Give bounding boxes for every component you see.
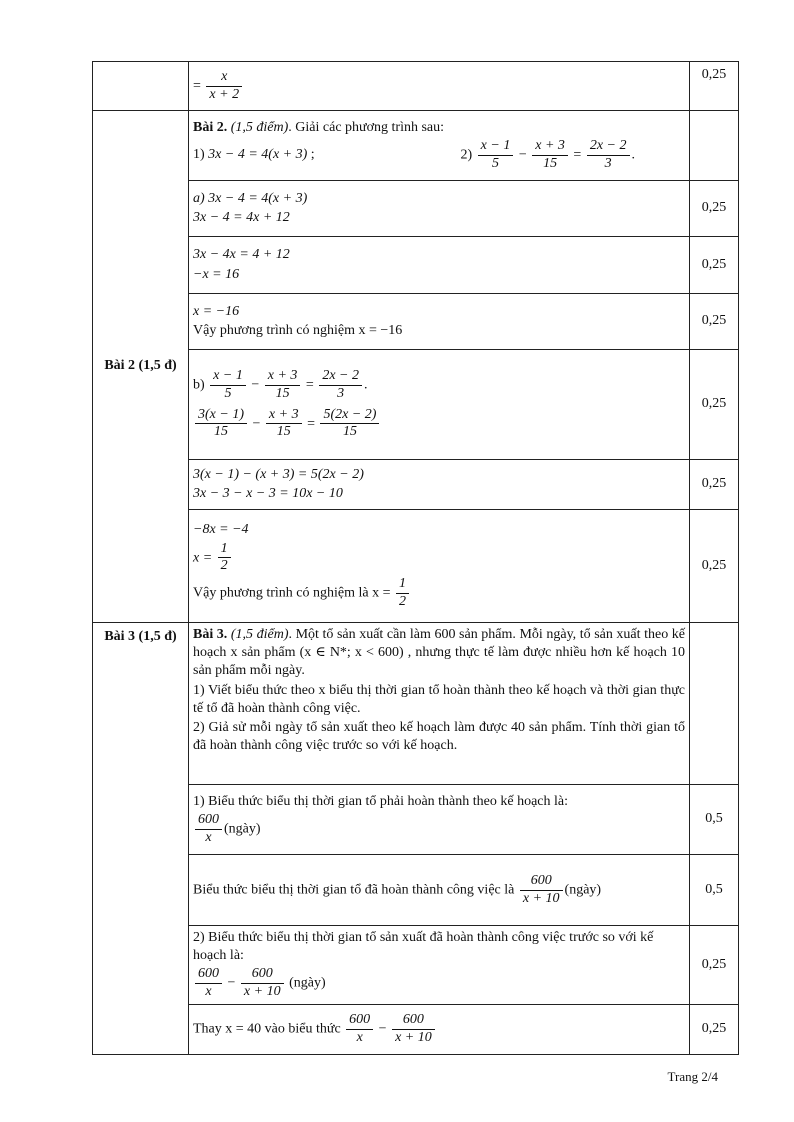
fraction: $\frac{2x - 2}{3}$: [319, 368, 362, 403]
fraction: $\frac{x + 3}{15}$: [266, 407, 302, 442]
score-cell: 0,5: [690, 785, 739, 855]
fraction: $\frac{x + 3}{15}$: [532, 138, 568, 173]
fraction: $\frac{3(x - 1)}{15}$: [195, 407, 247, 442]
problem-statement-bai3: Bài 3. (1,5 điểm). Một tổ sản xuất cần làm 600 sản phẩm. Mỗi ngày, tổ sản xuất theo kế hoạch x sản phẩm (x ∈ N*; x < 600) , nhưng thực tế làm được nhiều hơn kế hoạch 10 sản phẩm mỗi ngày. 1) Viết biểu thức theo x biểu thị thời gian tổ hoàn thành theo kế hoạch và thời gian thực tế tổ đã hoàn thành công việc. 2) Giả sử mỗi ngày tổ sản xuất theo kế hoạch làm được 40 sản phẩm. Tính thời gian tổ đã hoàn thành công việc trước so với kế hoạch.: [189, 623, 690, 785]
score-cell: 0,25: [690, 926, 739, 1005]
math-text: =: [193, 78, 201, 94]
score-cell: 0,5: [690, 855, 739, 926]
fraction: $\frac{5(2x - 2)}{15}$: [320, 407, 379, 442]
table-row: [93, 350, 739, 460]
table-row: [93, 785, 739, 855]
score-cell: 0,25: [690, 181, 739, 237]
score-cell: 0,25: [690, 1004, 739, 1054]
empty-label-cell: [93, 62, 189, 111]
page-number: Trang 2/4: [667, 1069, 718, 1084]
score-cell: 0,25: [690, 237, 739, 294]
fraction: $\frac{600}{x + 10}$: [392, 1012, 435, 1047]
answer-key-table: [92, 61, 739, 1055]
score-cell: 0,25: [690, 294, 739, 350]
content-cell: 3x − 4x = 4 + 12 −x = 16: [189, 237, 690, 294]
content-cell: a) 3x − 4 = 4(x + 3) 3x − 4 = 4x + 12: [189, 181, 690, 237]
table-row: [93, 237, 739, 294]
score-cell: [690, 111, 739, 181]
table-row: [93, 294, 739, 350]
table-row: [93, 181, 739, 237]
fraction: $\frac{600}{x}$: [346, 1012, 373, 1047]
content-cell: [189, 62, 690, 111]
section-label-bai3: Bài 3 (1,5 đ): [93, 623, 189, 1055]
problem-statement-bai2: Bài 2. (1,5 điểm). Giải các phương trình sau: 1) 3x − 4 = 4(x + 3) ; 2) $\frac{x - 1}{5}$ − $\frac{x + 3}{15}$ = $\frac{2x - 2}{3}$ .: [189, 111, 690, 181]
content-cell: 3(x − 1) − (x + 3) = 5(2x − 2) 3x − 3 − x − 3 = 10x − 10: [189, 460, 690, 510]
table-row: [93, 510, 739, 623]
table-row: [93, 855, 739, 926]
fraction: $\frac{x - 1}{5}$: [478, 138, 514, 173]
table-row: [93, 460, 739, 510]
table-row: [93, 111, 739, 181]
content-cell: b) $\frac{x - 1}{5}$ − $\frac{x + 3}{15}$ = $\frac{2x - 2}{3}$ . $\frac{3(x - 1)}{15}$ − $\frac{x + 3}{15}$ = $\frac{5(2x - 2)}{15}$: [189, 350, 690, 460]
fraction: $\frac{600}{x}$: [195, 812, 222, 847]
content-cell: Thay x = 40 vào biểu thức $\frac{600}{x}$ − $\frac{600}{x + 10}$: [189, 1004, 690, 1054]
content-cell: x = −16 Vậy phương trình có nghiệm x = −16: [189, 294, 690, 350]
fraction: $\frac{x}{x + 2}$: [206, 69, 242, 104]
fraction: $\frac{600}{x + 10}$: [520, 873, 563, 908]
score-cell: [690, 623, 739, 785]
fraction: $\frac{2x - 2}{3}$: [587, 138, 630, 173]
score-cell: 0,25: [690, 510, 739, 623]
content-cell: −8x = −4 x = $\frac{1}{2}$ Vậy phương trình có nghiệm là x = $\frac{1}{2}$: [189, 510, 690, 623]
content-cell: 1) Biểu thức biểu thị thời gian tổ phải hoàn thành theo kế hoạch là: $\frac{600}{x}$ (ngày): [189, 785, 690, 855]
section-label-bai2: Bài 2 (1,5 đ): [93, 111, 189, 623]
table-row: [93, 926, 739, 1005]
table-row: [93, 623, 739, 785]
table-row: [93, 1004, 739, 1054]
table-row: [93, 62, 739, 111]
fraction: $\frac{x + 3}{15}$: [265, 368, 301, 403]
content-cell: Biểu thức biểu thị thời gian tổ đã hoàn thành công việc là $\frac{600}{x + 10}$ (ngày): [189, 855, 690, 926]
score-cell: 0,25: [690, 460, 739, 510]
score-cell: 0,25: [690, 350, 739, 460]
fraction: $\frac{600}{x + 10}$: [241, 966, 284, 1001]
fraction: $\frac{600}{x}$: [195, 966, 222, 1001]
content-cell: 2) Biểu thức biểu thị thời gian tổ sản xuất đã hoàn thành công việc trước so với kế hoạch là: $\frac{600}{x}$ − $\frac{600}{x + 10}$ (ngày): [189, 926, 690, 1005]
fraction: $\frac{1}{2}$: [396, 576, 409, 611]
score-cell: 0,25: [690, 62, 739, 111]
fraction: $\frac{1}{2}$: [218, 541, 231, 576]
fraction: $\frac{x - 1}{5}$: [210, 368, 246, 403]
